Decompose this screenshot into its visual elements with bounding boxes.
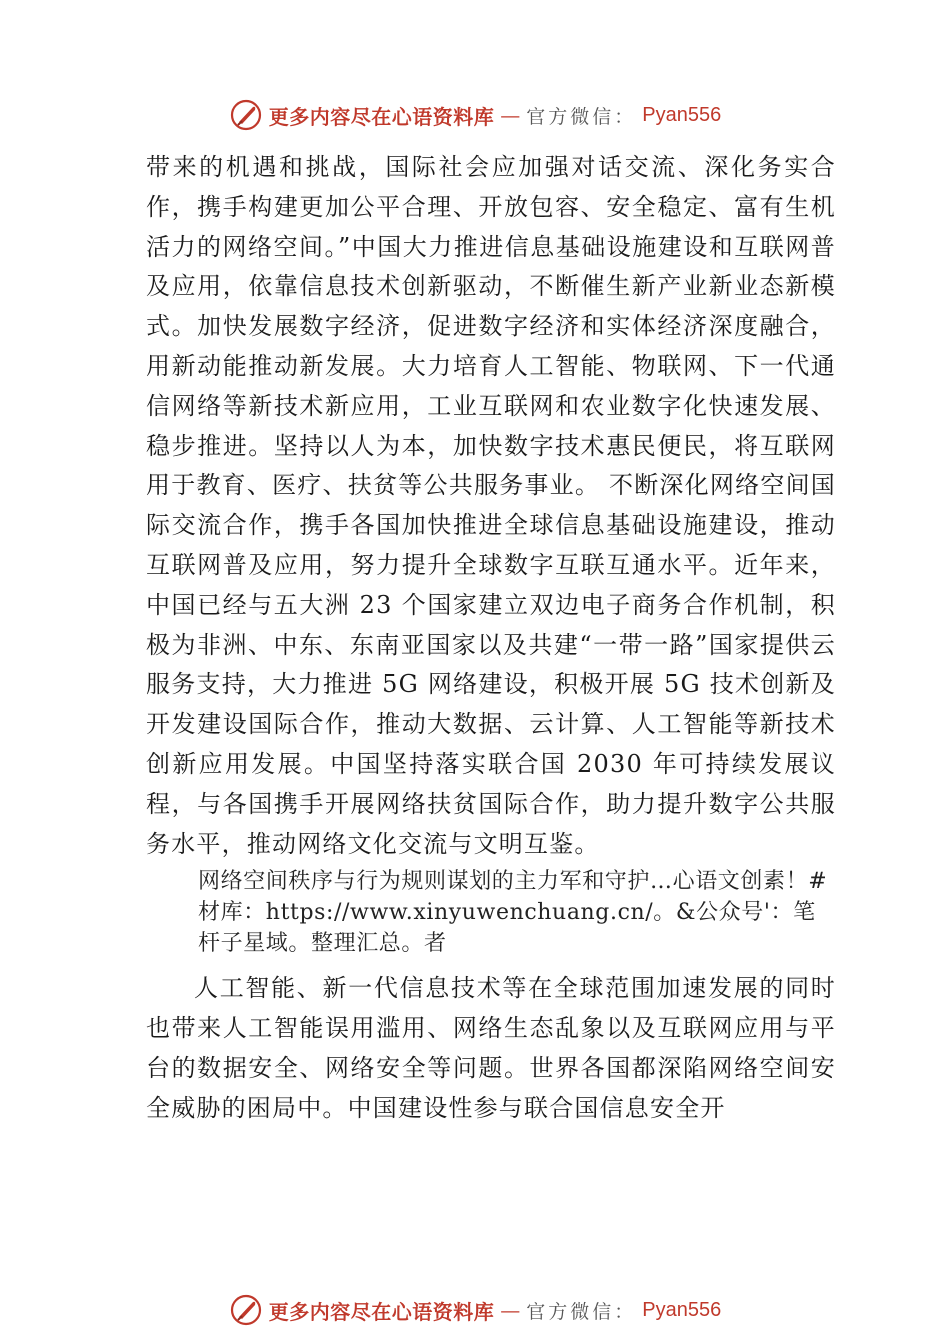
header-wechat-id: Pyan556 bbox=[642, 103, 722, 126]
document-body bbox=[146, 148, 836, 1129]
body-paragraph-1: 带来的机遇和挑战，国际社会应加强对话交流、深化务实合作，携手构建更加公平合理、开放包容、安全稳定、富有生机活力的网络空间。”中国大力推进信息基础设施建设和互联网普及应用，依靠信息技术创新驱动，不断催生新产业新业态新模式。加快发展数字经济，促进数字经济和实体经济深度融合，用新动能推动新发展。大力培育人工智能、物联网、下一代通信网络等新技术新应用，工业互联网和农业数字化快速发展、稳步推进。坚持以人为本，加快数字技术惠民便民，将互联网用于教育、医疗、扶贫等公共服务事业。 不断深化网络空间国际交流合作，携手各国加快推进全球信息基础设施建设，推动互联网普及应用，努力提升全球数字互联互通水平。近年来，中国已经与五大洲 23 个国家建立双边电子商务合作机制，积极为非洲、中东、东南亚国家以及共建“一带一路”国家提供云服务支持，大力推进 5G 网络建设，积极开展 5G 技术创新及开发建设国际合作，推动大数据、云计算、人工智能等新技术创新应用发展。中国坚持落实联合国 2030 年可持续发展议程，与各国携手开展网络扶贫国际合作，助力提升数字公共服务水平，推动网络文化交流与文明互鉴。 bbox=[146, 153, 836, 858]
footer-dash: — bbox=[500, 1298, 521, 1322]
quill-logo-icon bbox=[229, 98, 263, 132]
footer-site-name: 更多内容尽在心语资料库 bbox=[268, 1299, 495, 1324]
body-paragraph-2: 人工智能、新一代信息技术等在全球范围加速发展的同时也带来人工智能误用滥用、网络生态乱象以及互联网应用与平台的数据安全、网络安全等问题。世界各国都深陷网络空间安全威胁的困局中。中国建设性参与联合国信息安全开 bbox=[146, 974, 836, 1122]
footer-wechat-id: Pyan556 bbox=[642, 1298, 722, 1321]
header-wechat-label: 官方微信： bbox=[526, 105, 637, 128]
footer-wechat-label: 官方微信： bbox=[526, 1300, 637, 1323]
page-header-banner bbox=[0, 95, 950, 135]
header-dash: — bbox=[500, 103, 521, 127]
page-footer-banner bbox=[0, 1290, 950, 1330]
source-note: 网络空间秩序与行为规则谋划的主力军和守护…心语文创素！#材库：https://www.xinyuwenchuang.cn/。&公众号'：笔杆子星域。整理汇总。者 bbox=[198, 869, 828, 957]
quill-logo-icon bbox=[229, 1293, 263, 1327]
header-site-name: 更多内容尽在心语资料库 bbox=[268, 104, 495, 129]
